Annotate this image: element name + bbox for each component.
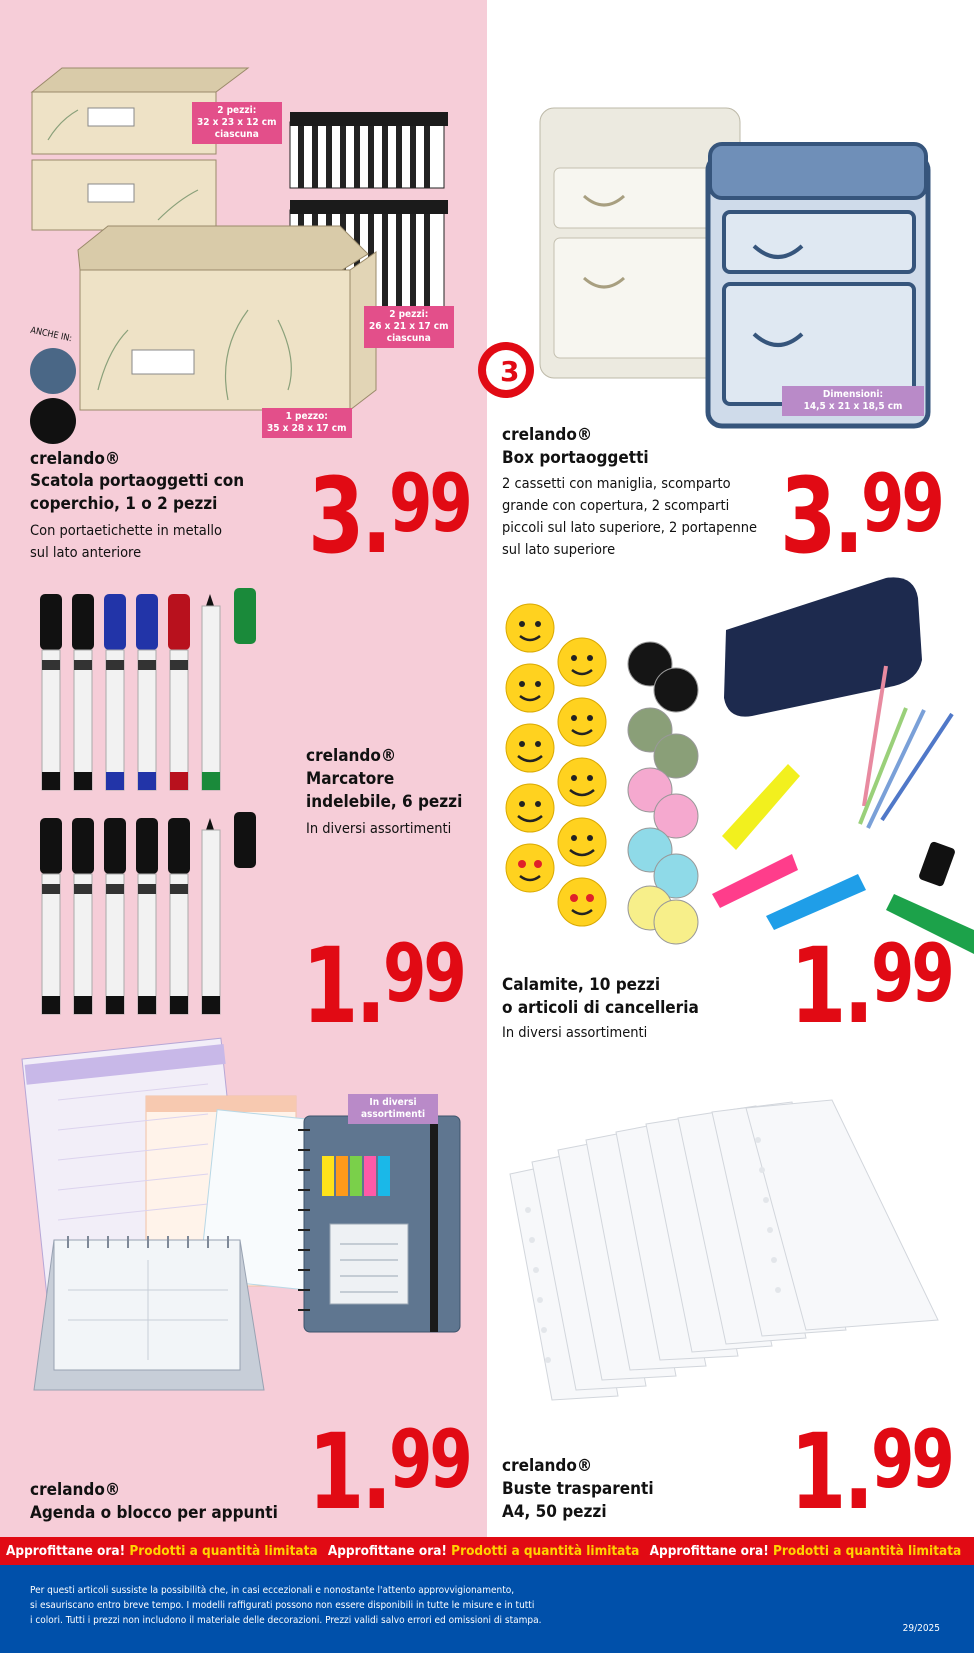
product-description: In diversi assortimenti — [306, 821, 452, 837]
color-swatch-black[interactable] — [30, 398, 76, 444]
size-tag-2-pieces-small: 2 pezzi: 32 x 23 x 12 cm ciascuna — [192, 102, 282, 144]
product-price: 1.99 — [308, 1411, 470, 1533]
product-title: Scatola portaoggetti con coperchio, 1 o 2 pezzi — [30, 471, 245, 514]
product-price: 3.99 — [308, 455, 470, 577]
size-tag-1-piece: 1 pezzo: 35 x 28 x 17 cm — [262, 408, 352, 438]
product-title: Agenda o blocco per appunti — [30, 1503, 278, 1523]
drawer-box-image — [530, 78, 940, 428]
footer-disclaimer — [0, 1565, 974, 1653]
product-brand: crelando® — [502, 1456, 593, 1476]
product-title: Calamite, 10 pezzi o articoli di cancelleria — [502, 975, 699, 1018]
limited-offer-banner: Approfittane ora! Prodotti a quantità limitata Approfittane ora! Prodotti a quantità limitata Approfittane ora! Prodotti a quantità limitata — [0, 1537, 974, 1565]
product-title: Box portaoggetti — [502, 448, 649, 468]
product-brand: crelando® — [306, 746, 397, 766]
assortments-tag: In diversi assortimenti — [348, 1094, 438, 1124]
product-price: 1.99 — [790, 925, 952, 1047]
sheet-protectors-image — [506, 1100, 946, 1400]
product-title: Buste trasparenti A4, 50 pezzi — [502, 1479, 654, 1522]
page-number: 29/2025 — [902, 1623, 940, 1634]
product-title: Marcatore indelebile, 6 pezzi — [306, 769, 463, 812]
magnets-image — [500, 600, 710, 930]
also-in-label: ANCHE IN: — [29, 325, 73, 345]
pencil-case-image — [718, 574, 974, 954]
dimensions-tag: Dimensioni: 14,5 x 21 x 18,5 cm — [782, 386, 924, 416]
product-price: 3.99 — [780, 455, 942, 577]
product-brand: crelando® — [30, 449, 121, 469]
product-brand: crelando® — [30, 1480, 121, 1500]
product-brand: crelando® — [502, 425, 593, 445]
product-description: Con portaetichette in metallo sul lato anteriore — [30, 523, 222, 561]
svg-text:3: 3 — [500, 355, 520, 388]
product-price: 1.99 — [790, 1411, 952, 1533]
markers-image — [34, 588, 274, 1038]
color-swatch-blue[interactable] — [30, 348, 76, 394]
size-tag-2-pieces-striped: 2 pezzi: 26 x 21 x 17 cm ciascuna — [364, 306, 454, 348]
product-description: 2 cassetti con maniglia, scomparto grande con copertura, 2 scomparti piccoli sul lato superiore, 2 portapenne sul lato superiore — [502, 476, 758, 558]
warranty-badge-icon — [476, 340, 536, 400]
product-description: In diversi assortimenti — [502, 1025, 648, 1041]
disclaimer-text: Per questi articoli sussiste la possibilità che, in casi eccezionali e nonostante l'attento approvvigionamento, si esauriscano entro breve tempo. I modelli raffigurati possono non essere disponibili in tutte le misure e in tutti i colori. Tutti i prezzi non includono il materiale delle decorazioni. Prezzi validi salvo errori ed omissioni di stampa. — [30, 1585, 542, 1626]
product-price: 1.99 — [302, 925, 464, 1047]
